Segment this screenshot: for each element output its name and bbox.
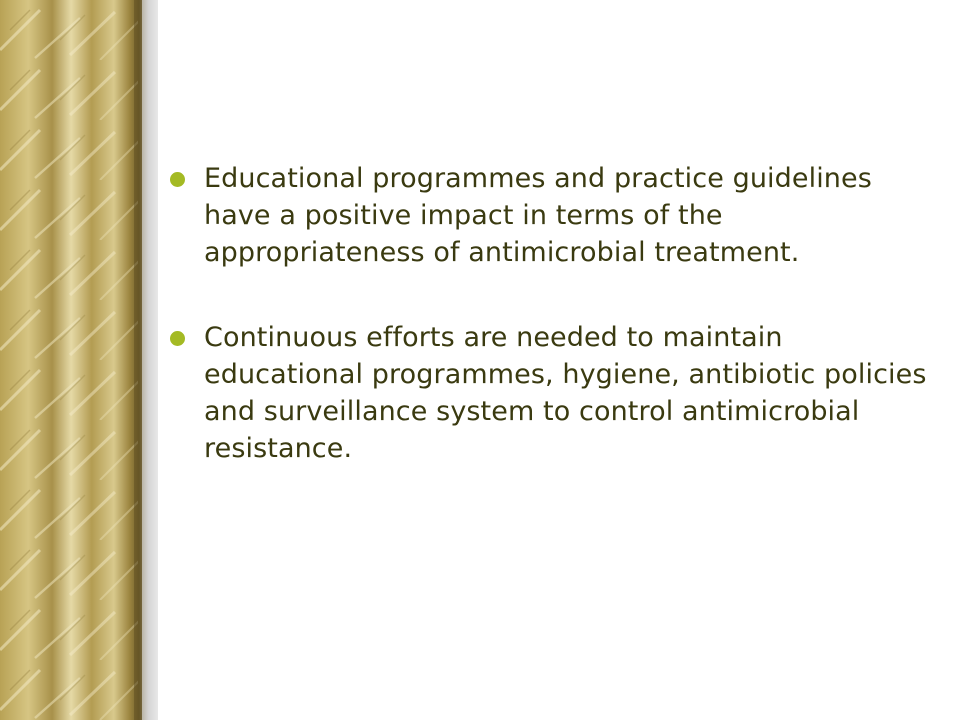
decorative-gold-column [0, 0, 158, 720]
bullet-dot-icon [170, 172, 185, 187]
bullet-dot-icon [170, 331, 185, 346]
bullet-list [170, 160, 930, 515]
bullet-text: Continuous efforts are needed to maintain educational programmes, hygiene, antibiotic policies and surveillance system to control antimicrobial resistance. [204, 322, 927, 464]
bullet-item-2 [170, 319, 930, 467]
bullet-item-1 [170, 160, 930, 271]
bullet-text: Educational programmes and practice guidelines have a positive impact in terms of the appropriateness of antimicrobial treatment. [204, 163, 872, 268]
